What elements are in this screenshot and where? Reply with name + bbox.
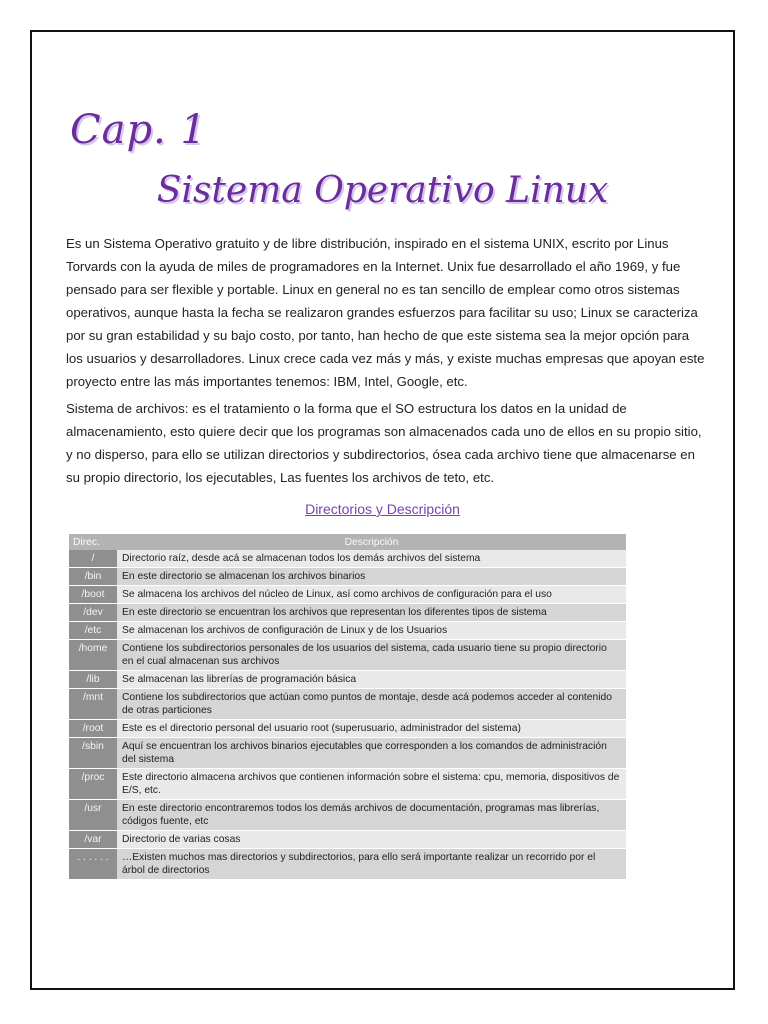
table-row — [69, 689, 626, 720]
description-cell: Este es el directorio personal del usuario root (superusuario, administrador del sistema) — [117, 720, 626, 738]
table-row — [69, 640, 626, 671]
directory-cell: / — [69, 550, 117, 568]
table-title: Directorios y Descripción — [305, 501, 460, 517]
table-row — [69, 720, 626, 738]
table-row — [69, 849, 626, 880]
description-cell: Se almacenan los archivos de configuración de Linux y de los Usuarios — [117, 622, 626, 640]
table-row — [69, 550, 626, 568]
table-row — [69, 769, 626, 800]
table-header-row — [69, 534, 626, 550]
description-cell: Este directorio almacena archivos que contienen información sobre el sistema: cpu, memoria, dispositivos de E/S, etc. — [117, 769, 626, 800]
intro-paragraph: Es un Sistema Operativo gratuito y de libre distribución, inspirado en el sistema UNIX, escrito por Linus Torvards con la ayuda de miles de programadores en la Internet. Unix fue desarrollado el año 1969, y fue pensado para ser flexible y portable. Linux en general no es tan sencillo de emplear como otros sistemas operativos, aunque hasta la fecha se realizaron grandes esfuerzos para facilitar su uso; Linux se caracteriza por su gran estabilidad y su bajo costo, por tanto, han hecho de que este sistema sea la mejor opción para los usuarios y desarrolladores. Linux crece cada vez más y más, y existe muchas empresas que apoyan este proyecto entre las más importantes tenemos: IBM, Intel, Google, etc. — [66, 236, 705, 389]
filesystem-paragraph: Sistema de archivos: es el tratamiento o la forma que el SO estructura los datos en la unidad de almacenamiento, esto quiere decir que los programas son almacenados cada uno de ellos en su propio sitio, y no disperso, para ello se utilizan directorios y subdirectorios, ósea cada archivo tiene que almacenarse en su propio directorio, los ejecutables, Las fuentes los archivos de teto, etc. — [66, 401, 702, 485]
chapter-heading: Cap. 1 — [70, 107, 207, 153]
directory-cell: /dev — [69, 604, 117, 622]
description-cell: Se almacenan las librerías de programación básica — [117, 671, 626, 689]
table-row — [69, 738, 626, 769]
directory-cell: /mnt — [69, 689, 117, 720]
description-cell: Directorio raíz, desde acá se almacenan todos los demás archivos del sistema — [117, 550, 626, 568]
directories-table — [69, 534, 626, 880]
directory-cell: /home — [69, 640, 117, 671]
table-row — [69, 622, 626, 640]
description-cell: En este directorio se encuentran los archivos que representan los diferentes tipos de sistema — [117, 604, 626, 622]
description-cell: En este directorio se almacenan los archivos binarios — [117, 568, 626, 586]
description-cell: …Existen muchos mas directorios y subdirectorios, para ello será importante realizar un recorrido por el árbol de directorios — [117, 849, 626, 880]
directory-cell: /lib — [69, 671, 117, 689]
description-cell: Contiene los subdirectorios personales de los usuarios del sistema, cada usuario tiene su propio directorio en el cual almacenan sus archivos — [117, 640, 626, 671]
description-cell: En este directorio encontraremos todos los demás archivos de documentación, programas mas librerías, códigos fuente, etc — [117, 800, 626, 831]
table-row — [69, 831, 626, 849]
table-row — [69, 671, 626, 689]
directory-cell: /proc — [69, 769, 117, 800]
directory-cell: /usr — [69, 800, 117, 831]
document-title: Sistema Operativo Linux — [156, 170, 609, 211]
description-cell: Directorio de varias cosas — [117, 831, 626, 849]
directory-cell: /bin — [69, 568, 117, 586]
directory-cell: /boot — [69, 586, 117, 604]
directory-cell: /root — [69, 720, 117, 738]
directory-cell: /etc — [69, 622, 117, 640]
directory-cell: /var — [69, 831, 117, 849]
table-row — [69, 586, 626, 604]
table-row — [69, 800, 626, 831]
table-row — [69, 604, 626, 622]
description-cell: Aquí se encuentran los archivos binarios ejecutables que corresponden a los comandos de administración del sistema — [117, 738, 626, 769]
description-cell: Contiene los subdirectorios que actúan como puntos de montaje, desde acá podemos acceder al contenido de otras particiones — [117, 689, 626, 720]
directory-cell: . . . . . . — [69, 849, 117, 880]
header-description: Descripción — [117, 534, 626, 550]
description-cell: Se almacena los archivos del núcleo de Linux, así como archivos de configuración para el uso — [117, 586, 626, 604]
directory-cell: /sbin — [69, 738, 117, 769]
header-directory: Direc. — [69, 534, 117, 550]
table-row — [69, 568, 626, 586]
document-page — [30, 30, 735, 990]
